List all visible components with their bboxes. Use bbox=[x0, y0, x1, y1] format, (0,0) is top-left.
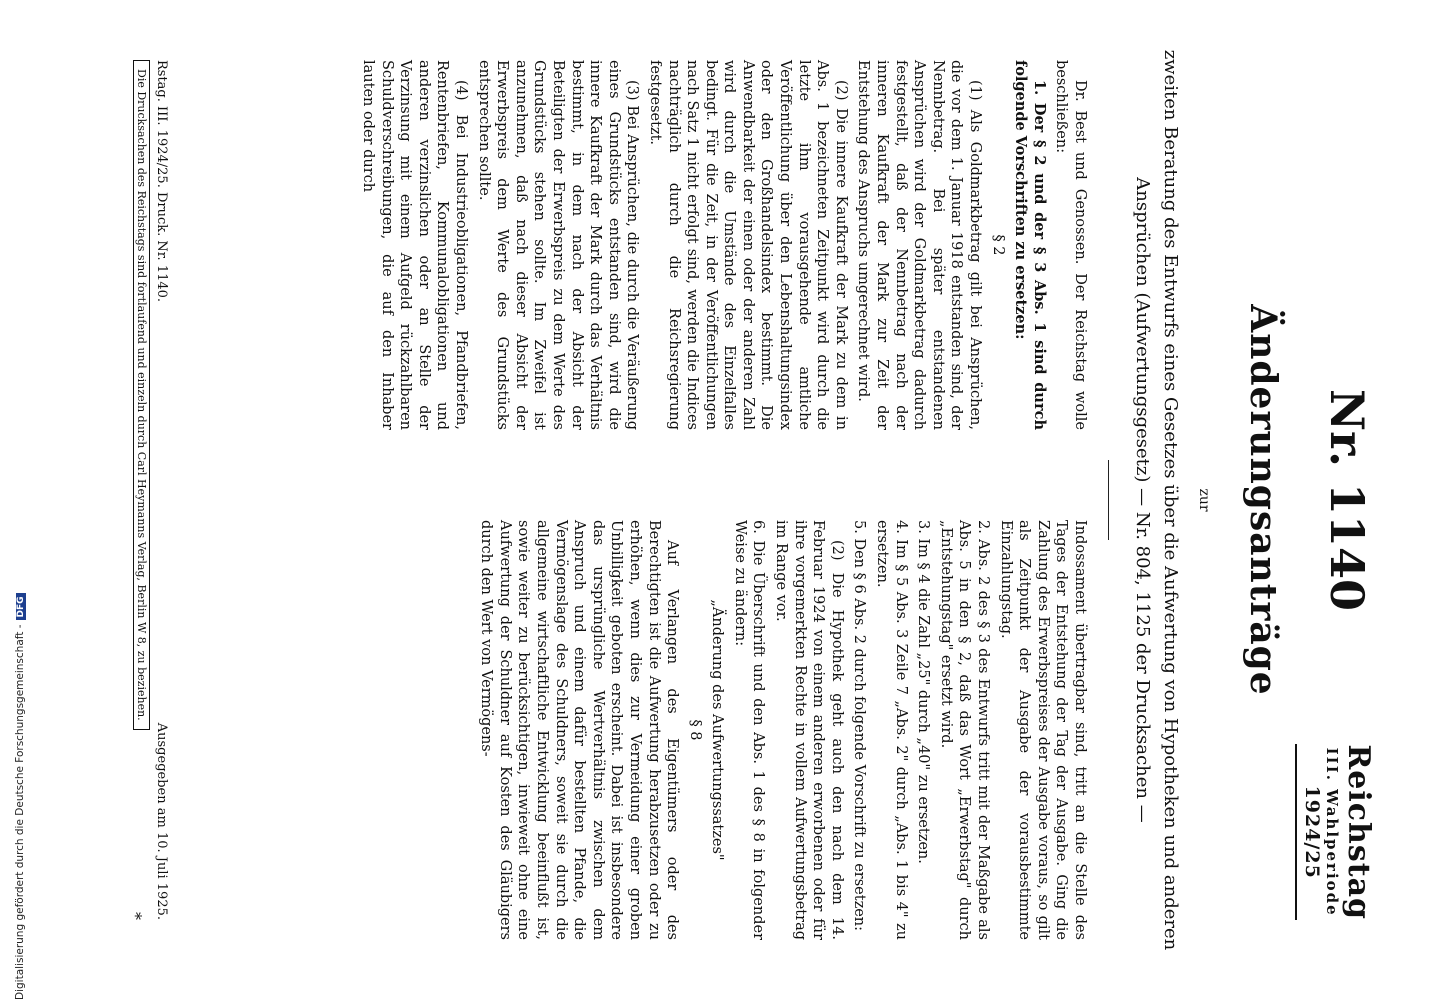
right-column bbox=[473, 520, 1089, 940]
imprint-text: Rstag. III. 1924/25. Druck. Nr. 1140. bbox=[154, 60, 169, 303]
amendment-item-4: 4. Im § 5 Abs. 3 Zeile 7 „Abs. 2" durch „Abs. 1 bis 4" zu ersetzen. bbox=[874, 520, 909, 940]
paragraph-continued: Indossament übertragbar sind, tritt an die Stelle des Tages der Entstehung der Tag der Ausgabe. Ging die Zahlung des Erwerbspreises der Ausgabe voraus, so gilt als Zeitpunkt der Ausgabe der vorausbestimmte Einzahlungstag. bbox=[997, 520, 1088, 940]
dfg-logo-icon: DFG bbox=[16, 593, 26, 620]
footer bbox=[126, 60, 169, 920]
reichstag-label: Reichstag bbox=[1341, 744, 1376, 920]
wahlperiode-label: III. Wahlperiode bbox=[1323, 747, 1341, 917]
amendment-item-3: 3. Im § 4 die Zahl „25" durch „40" zu ersetzen. bbox=[915, 520, 932, 864]
ordering-notice: Die Drucksachen des Reichstags sind fortlaufend und einzeln durch Carl Heymanns Verlag, Berlin W 8, zu beziehen. bbox=[133, 60, 150, 730]
document-subtitle: zweiten Beratung des Entwurfs eines Gesetzes über die Aufwertung von Hypotheken und anderen Ansprüchen (Aufwertungsgesetz) — Nr. 804, 1125 der Drucksachen — bbox=[1132, 49, 1181, 951]
amendment-item-1: 1. Der § 2 und der § 3 Abs. 1 sind durch folgende Vorschriften zu ersetzen: bbox=[1012, 60, 1048, 430]
paragraph-4: (4) Bei Industrieobligationen, Pfandbriefen, Rentenbriefen, Kommunalobligationen und anderen verzinslichen oder an Stelle der Verzinsung mit einem Aufgeld rückzahlbaren Schuldverschreibungen, die auf den Inhaber lauten oder durch bbox=[360, 60, 469, 430]
paragraph-1: (1) Als Goldmarkbetrag gilt bei Ansprüchen, die vor dem 1. Januar 1918 entstanden sind, der Nennbetrag. Bei später entstandenen Ansprüchen wird der Goldmarkbetrag dadurch festgestellt, daß der Nennbetrag nach der inneren Kaufkraft der Mark zur Zeit der Entstehung des Anspruchs umgerechnet wird. bbox=[855, 60, 984, 430]
footer-star: * bbox=[126, 912, 145, 920]
section-heading-8: § 8 bbox=[686, 719, 703, 741]
issue-date-text: Ausgegeben am 10. Juli 1925. bbox=[154, 722, 169, 920]
document-title: Änderungsanträge bbox=[1242, 304, 1284, 696]
paragraph-2: (2) Die innere Kaufkraft der Mark zu dem in Abs. 1 bezeichneten Zeitpunkt wird durch die letzte ihm vorausgehende amtliche Veröffentlichung über den Lebenshaltungsindex oder den Großhandelsindex bestimmt. Die Anwendbarkeit der einen oder der anderen Zahl wird durch die Umstände des Einzelfalles bedingt. Für die Zeit, in der Veröffentlichungen nach Satz 1 nicht erfolgt sind, werden die Indices nachträglich durch die Reichsregierung festgesetzt. bbox=[646, 60, 849, 430]
title-divider bbox=[1108, 460, 1109, 540]
footer-line bbox=[154, 60, 169, 920]
paragraph-8: Auf Verlangen des Eigentümers oder des Berechtigten ist die Aufwertung herabzusetzen oder zu erhöhen, wenn dies zur Vermeidung einer groben Unbilligkeit geboten erscheint. Dabei ist insbesondere das ursprüngliche Wertverhältnis zwischen dem Anspruch und einem dafür bestellten Pfande, die Vermögenslage des Schuldners, soweit sie durch die allgemeine wirtschaftliche Entwicklung beeinflußt ist, sowie weiter zu berücksichtigen, inwieweit ohne eine Aufwertung der Schuldner auf Kosten des Gläubigers durch den Wert von Vermögens- bbox=[478, 520, 681, 940]
document-number: Nr. 1140 bbox=[1320, 388, 1374, 612]
amendment-item-5: 5. Den § 6 Abs. 2 durch folgende Vorschrift zu ersetzen: bbox=[851, 520, 868, 932]
intro-text: Dr. Best und Genossen. Der Reichstag wolle beschließen: bbox=[1053, 60, 1088, 430]
amendment-item-6: 6. Die Überschrift und den Abs. 1 des § 8 in folgender Weise zu ändern: bbox=[731, 520, 767, 940]
amendment-item-5-text: (2) Die Hypothek geht auch den nach dem 14. Februar 1924 von einem anderen erworbenen oder für ihre vorgemerkten Rechte in vollem Aufwertungsbetrag im Range vor. bbox=[773, 520, 845, 940]
years-label: 1924/25 bbox=[1295, 744, 1323, 920]
amendment-item-2: 2. Abs. 2 des § 3 des Entwurfs tritt mit der Maßgabe als Abs. 5 in den § 2, daß das Wort „Erwerbstag" durch „Entstehungstag" ersetzt wird. bbox=[937, 520, 992, 940]
paragraph-3: (3) Bei Ansprüchen, die durch die Veräußerung eines Grundstücks entstanden sind, wird die innere Kaufkraft der Mark durch das Verhältnis bestimmt, in dem nach der Absicht der Beteiligten der Erwerbspreis zu dem Werte des Grundstücks stehen sollte. Im Zweifel ist anzunehmen, daß nach dieser Absicht der Erwerbspreis dem Werte des Grundstücks entsprechen sollte. bbox=[475, 60, 641, 430]
left-column bbox=[354, 60, 1089, 430]
digitization-credit bbox=[14, 593, 26, 1000]
section-title-aufwertungssatz: „Änderung des Aufwertungssatzes" bbox=[709, 599, 726, 861]
zur-label: zur bbox=[1196, 488, 1212, 512]
digitization-credit-text: Digitalisierung gefördert durch die Deutsche Forschungsgemeinschaft - bbox=[14, 624, 26, 1000]
digitization-sidebar bbox=[0, 0, 28, 1000]
section-heading-2: § 2 bbox=[989, 234, 1006, 256]
